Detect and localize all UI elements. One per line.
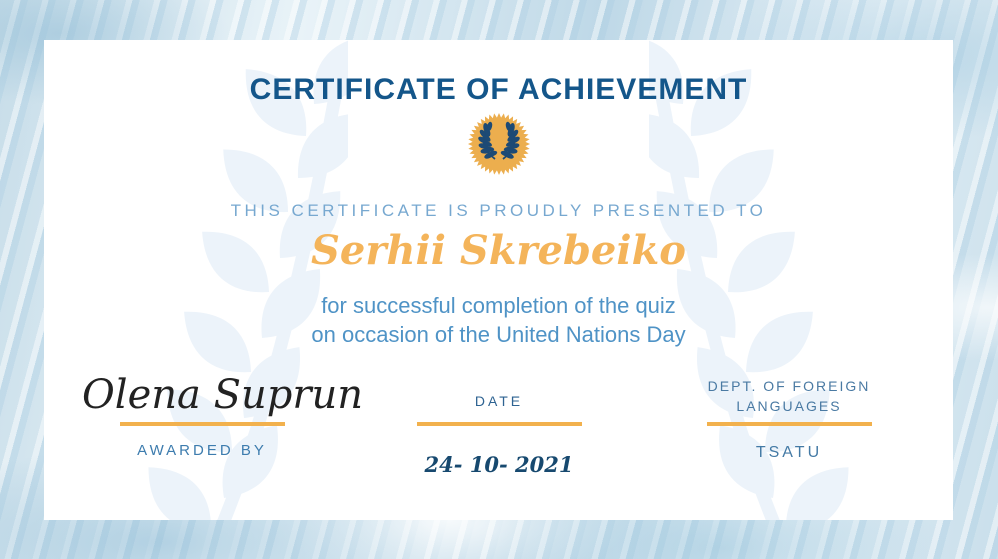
issuer-underline [707,422,872,426]
date-underline [417,422,582,426]
issuer-block [669,376,909,462]
issuer-label: DEPT. OF FOREIGN LANGUAGES [707,378,871,414]
issuer-value: TSATU [755,444,823,461]
signature-underline [120,422,285,426]
date-block [379,393,619,477]
description-line-2: on occasion of the United Nations Day [311,322,686,347]
certificate-card [44,40,953,520]
date-value: 24- 10- 2021 [424,452,574,477]
signature-text: Olena Suprun [82,372,363,418]
awarded-by-label: AWARDED BY [137,442,267,459]
presented-to-line: THIS CERTIFICATE IS PROUDLY PRESENTED TO [230,201,767,220]
laurel-seal-icon [468,113,530,175]
awarded-by-block [82,370,363,459]
description-text [44,291,953,349]
description-line-1: for successful completion of the quiz [321,293,676,318]
seal-starburst [468,113,530,175]
certificate-title: CERTIFICATE OF ACHIEVEMENT [249,73,748,106]
recipient-name: Serhii Skrebeiko [311,227,686,274]
date-label: DATE [474,393,524,409]
certificate-body [44,40,953,349]
